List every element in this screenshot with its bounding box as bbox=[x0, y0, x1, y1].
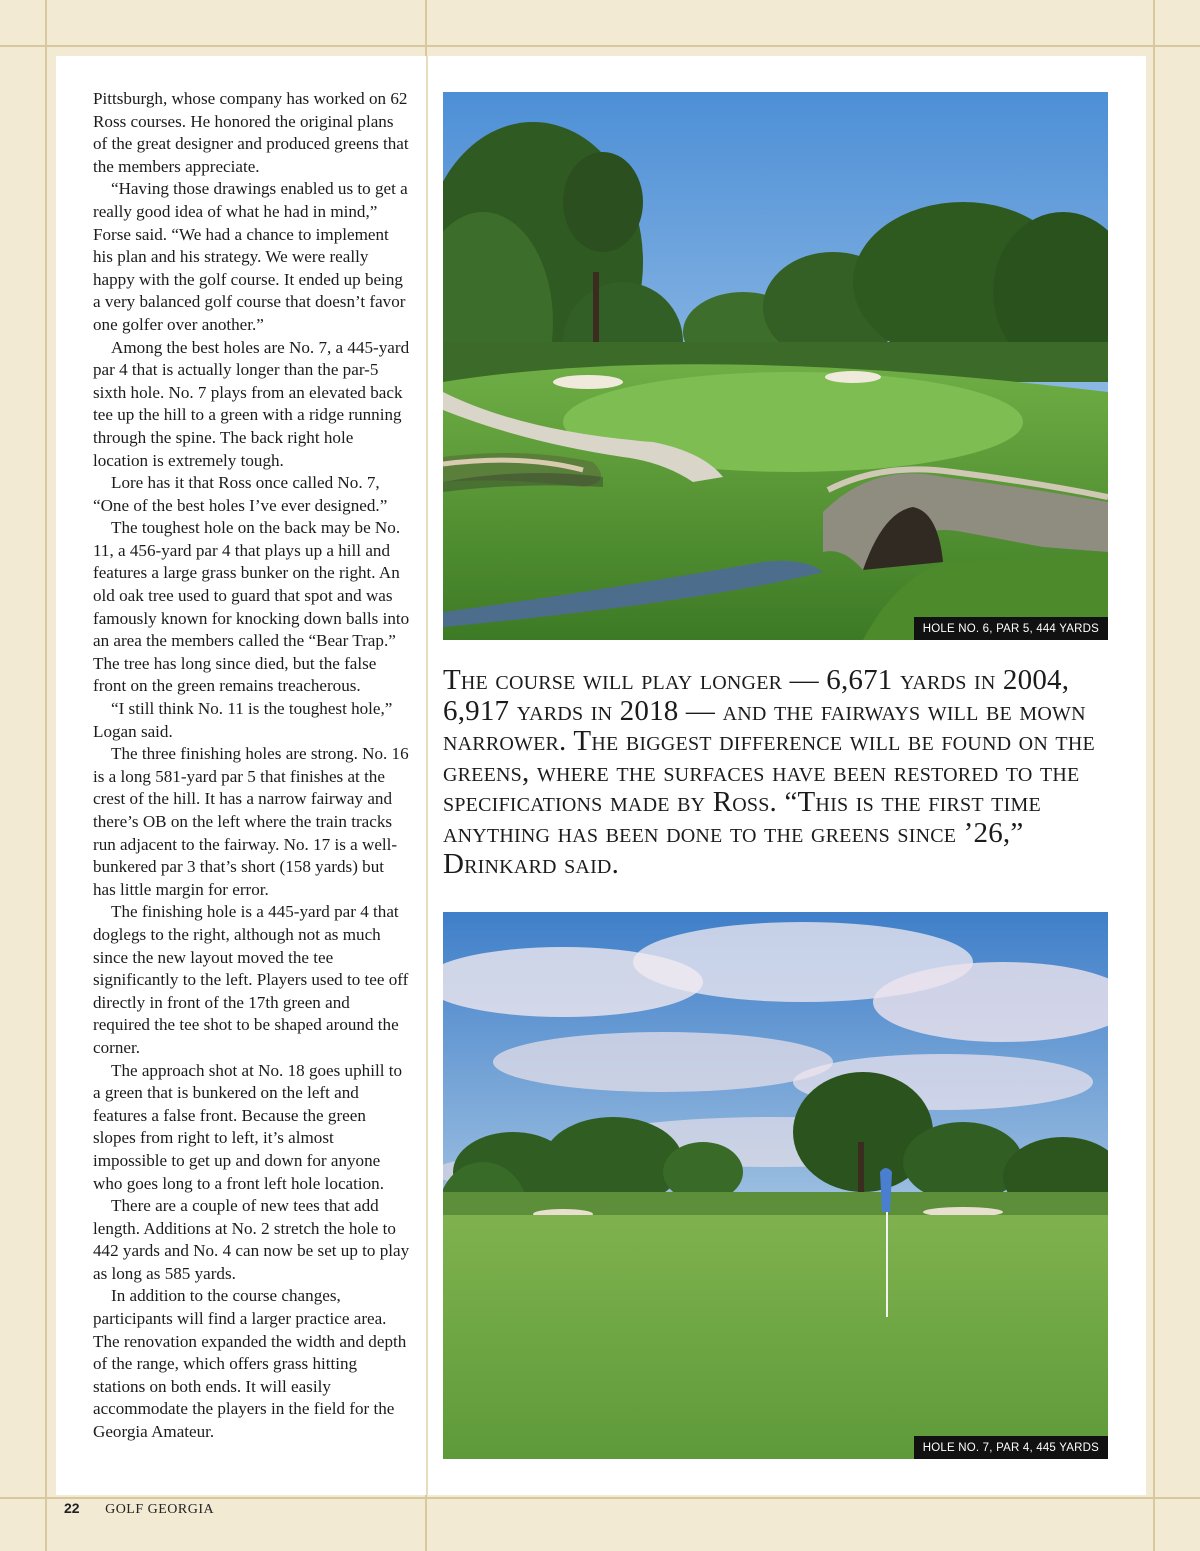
frame-line bbox=[1153, 0, 1155, 1551]
page-footer bbox=[64, 1500, 214, 1518]
golf-green-flag-image bbox=[443, 912, 1108, 1459]
photo-caption: HOLE NO. 6, PAR 5, 444 YARDS bbox=[914, 617, 1108, 640]
magazine-title: GOLF GEORGIA bbox=[105, 1502, 215, 1517]
article-paragraph: There are a couple of new tees that add length. Additions at No. 2 stretch the hole to 442 yards and No. 4 can now be set up to play as long as 585 yards. bbox=[93, 1196, 410, 1283]
photo-hole-7 bbox=[443, 912, 1108, 1459]
photo-caption: HOLE NO. 7, PAR 4, 445 YARDS bbox=[914, 1436, 1108, 1459]
article-paragraph: “Having those drawings enabled us to get a really good idea of what he had in mind,” Forse said. “We had a chance to implement his plan and his strategy. We were really happy with the golf course. It ended up being a very balanced golf course that doesn’t favor one golfer over another.” bbox=[93, 179, 408, 334]
frame-line bbox=[0, 45, 1200, 47]
pull-quote: The course will play longer — 6,671 yards in 2004, 6,917 yards in 2018 — and the fairways will be mown narrower. The biggest difference will be found on the greens, where the surfaces have been restored to the specifications made by Ross. “This is the first time anything has been done to the greens since ’26,” Drinkard said. bbox=[443, 664, 1095, 880]
page-number: 22 bbox=[64, 1500, 80, 1516]
article-paragraph: The toughest hole on the back may be No. 11, a 456-yard par 4 that plays up a hill and features a large grass bunker on the right. An old oak tree used to guard that spot and was famously known for knocking down balls into an area the members called the “Bear Trap.” The tree has long since died, but the false front on the green remains treacherous. bbox=[93, 518, 410, 696]
frame-line bbox=[0, 1497, 1200, 1499]
article-paragraph: Lore has it that Ross once called No. 7, “One of the best holes I’ve ever designed.” bbox=[93, 473, 388, 515]
article-paragraph: The three finishing holes are strong. No. 16 is a long 581-yard par 5 that finishes at the crest of the hill. It has a narrow fairway and there’s OB on the left where the train tracks run adjacent to the fairway. No. 17 is a well-bunkered par 3 that’s short (158 yards) but has little margin for error. bbox=[93, 744, 409, 899]
golf-course-bridge-image bbox=[443, 92, 1108, 640]
article-column bbox=[93, 88, 411, 1444]
article-paragraph: The approach shot at No. 18 goes uphill to a green that is bunkered on the left and features a false front. Because the green slopes from right to left, it’s almost impossible to get up and down for anyone who goes long to a front left hole location. bbox=[93, 1060, 403, 1193]
article-paragraph: In addition to the course changes, participants will find a larger practice area. The renovation expanded the width and depth of the range, which offers grass hitting stations on both ends. It will easily accommodate the players in the field for the Georgia Amateur. bbox=[93, 1286, 407, 1442]
column-divider bbox=[426, 56, 428, 1495]
photo-hole-6 bbox=[443, 92, 1108, 640]
article-paragraph: “I still think No. 11 is the toughest hole,” Logan said. bbox=[93, 699, 393, 741]
article-paragraph: Pittsburgh, whose company has worked on 62 Ross courses. He honored the original plans of the great designer and produced greens that the members appreciate. bbox=[93, 89, 409, 176]
frame-line bbox=[45, 0, 47, 1551]
article-paragraph: Among the best holes are No. 7, a 445-yard par 4 that is actually longer than the par-5 sixth hole. No. 7 plays from an elevated back tee up the hill to a green with a ridge running through the spine. The back right hole location is extremely tough. bbox=[93, 337, 410, 470]
article-paragraph: The finishing hole is a 445-yard par 4 that doglegs to the right, although not as much since the new layout moved the tee significantly to the left. Players used to tee off directly in front of the 17th green and required the tee shot to be shaped around the corner. bbox=[93, 902, 409, 1057]
